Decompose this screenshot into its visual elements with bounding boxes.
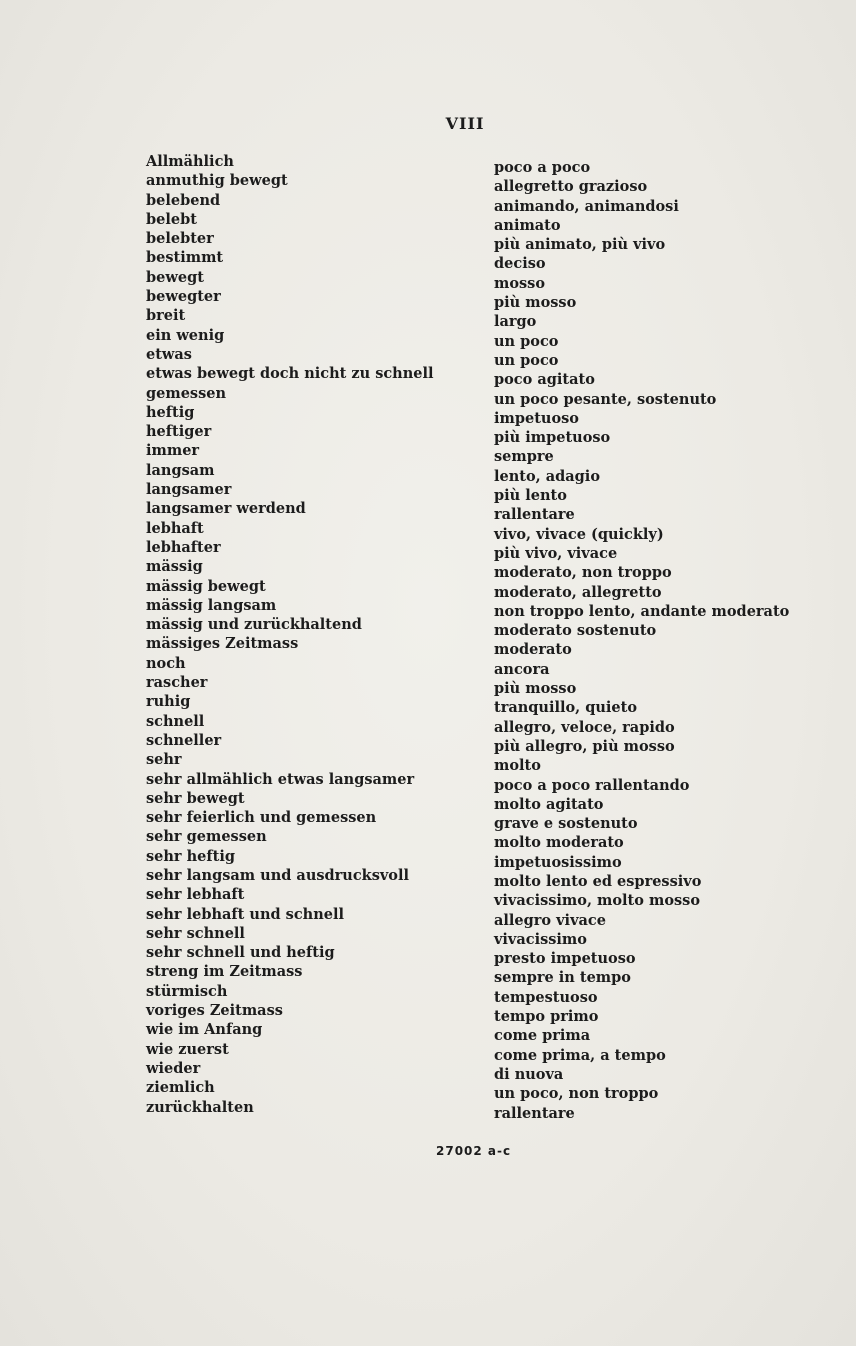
german-term: sehr lebhaft und schnell (146, 905, 345, 923)
italian-term: presto impetuoso (494, 950, 636, 968)
italian-term: allegro vivace (494, 911, 606, 929)
german-term: sehr (146, 751, 182, 769)
german-term: belebt (146, 210, 197, 228)
italian-term: tempestuoso (494, 988, 598, 1006)
german-term: etwas bewegt doch nicht zu schnell (146, 365, 434, 383)
italian-term: poco a poco (494, 159, 591, 176)
german-term: schneller (146, 731, 222, 749)
german-term: mässig langsam (146, 596, 277, 614)
german-term: voriges Zeitmass (146, 1002, 283, 1020)
german-term: lebhaft (146, 519, 204, 537)
german-term: ziemlich (146, 1079, 215, 1097)
german-term: sehr schnell und heftig (146, 944, 335, 962)
german-term: sehr gemessen (146, 828, 267, 846)
german-term: sehr allmählich etwas langsamer (146, 770, 415, 788)
german-term: sehr heftig (146, 847, 235, 865)
german-term: mässig und zurückhaltend (146, 616, 362, 634)
italian-term: lento, adagio (494, 467, 600, 485)
german-term: gemessen (146, 384, 227, 402)
german-term: Allmählich (146, 153, 234, 170)
german-term: bewegt (146, 268, 204, 286)
german-term: wie im Anfang (146, 1021, 263, 1039)
german-term: sehr lebhaft (146, 886, 245, 904)
italian-term: molto agitato (494, 795, 604, 813)
german-term: mässiges Zeitmass (146, 635, 299, 653)
german-term: breit (146, 307, 186, 325)
italian-term: tempo primo (494, 1008, 599, 1026)
italian-term: più mosso (494, 294, 577, 312)
italian-term: poco agitato (494, 371, 595, 389)
italian-term: più allegro, più mosso (494, 737, 675, 755)
italian-term: non troppo lento, andante moderato (494, 602, 790, 620)
german-term: etwas (146, 345, 192, 363)
german-term: langsamer werdend (146, 500, 306, 518)
german-term: wie zuerst (146, 1040, 229, 1058)
italian-term: sempre (494, 448, 554, 466)
plate-number: 27002 a-c (436, 1144, 512, 1158)
italian-term: allegro, veloce, rapido (494, 718, 675, 736)
italian-term: molto (494, 757, 541, 775)
italian-term: molto moderato (494, 834, 624, 852)
italian-term: rallentare (494, 1104, 575, 1122)
italian-term: animato (494, 216, 561, 234)
italian-term: più lento (494, 487, 567, 505)
german-term: sehr schnell (146, 924, 245, 942)
german-term: immer (146, 442, 200, 460)
italian-term: più mosso (494, 680, 577, 698)
german-term: sehr feierlich und gemessen (146, 809, 377, 827)
german-term: sehr langsam und ausdrucksvoll (146, 866, 409, 884)
italian-term: un poco, non troppo (494, 1085, 659, 1103)
german-term: langsam (146, 461, 215, 479)
german-term: ein wenig (146, 326, 225, 344)
italian-term: moderato (494, 641, 572, 659)
german-term: ruhig (146, 693, 191, 711)
italian-term: mosso (494, 274, 546, 292)
italian-term: un poco (494, 351, 559, 369)
german-term: mässig (146, 558, 203, 576)
italian-term: impetuosissimo (494, 853, 622, 871)
italian-term: moderato sostenuto (494, 622, 657, 640)
italian-term: ancora (494, 660, 550, 678)
german-term: wieder (146, 1059, 201, 1077)
german-terms-column (146, 152, 434, 1117)
german-term: anmuthig bewegt (146, 172, 288, 190)
german-term: heftig (146, 403, 195, 421)
italian-term: più impetuoso (494, 429, 611, 447)
italian-term: tranquillo, quieto (494, 699, 638, 717)
italian-term: largo (494, 313, 537, 331)
italian-term: moderato, allegretto (494, 583, 662, 601)
italian-term: più animato, più vivo (494, 236, 666, 254)
german-term: heftiger (146, 423, 212, 441)
italian-term: grave e sostenuto (494, 815, 638, 833)
german-term: zurückhalten (146, 1098, 254, 1116)
german-term: sehr bewegt (146, 789, 245, 807)
italian-term: sempre in tempo (494, 969, 631, 987)
german-term: belebter (146, 230, 214, 248)
italian-term: impetuoso (494, 409, 579, 427)
german-term: mässig bewegt (146, 577, 266, 595)
page-number: VIII (445, 114, 485, 133)
italian-term: rallentare (494, 506, 575, 524)
italian-term: vivacissimo, molto mosso (494, 892, 700, 910)
italian-term: più vivo, vivace (494, 544, 618, 562)
german-term: schnell (146, 712, 205, 730)
german-term: stürmisch (146, 982, 228, 1000)
italian-term: come prima, a tempo (494, 1046, 666, 1064)
german-term: lebhafter (146, 538, 221, 556)
italian-term: deciso (494, 255, 546, 273)
german-term: langsamer (146, 481, 232, 499)
italian-term: animando, animandosi (494, 197, 679, 215)
italian-term: un poco pesante, sostenuto (494, 390, 717, 408)
german-term: bewegter (146, 288, 221, 306)
german-term: noch (146, 654, 186, 672)
italian-term: poco a poco rallentando (494, 776, 690, 794)
italian-term: un poco (494, 332, 559, 350)
german-term: belebend (146, 191, 221, 209)
italian-term: come prima (494, 1027, 591, 1045)
italian-terms-column (494, 158, 789, 1123)
german-term: streng im Zeitmass (146, 963, 303, 981)
italian-term: vivo, vivace (quickly) (494, 525, 664, 543)
italian-term: allegretto grazioso (494, 178, 648, 196)
italian-term: vivacissimo (494, 930, 587, 948)
german-term: rascher (146, 674, 208, 692)
italian-term: di nuova (494, 1065, 564, 1083)
italian-term: molto lento ed espressivo (494, 872, 702, 890)
italian-term: moderato, non troppo (494, 564, 672, 582)
german-term: bestimmt (146, 249, 224, 267)
